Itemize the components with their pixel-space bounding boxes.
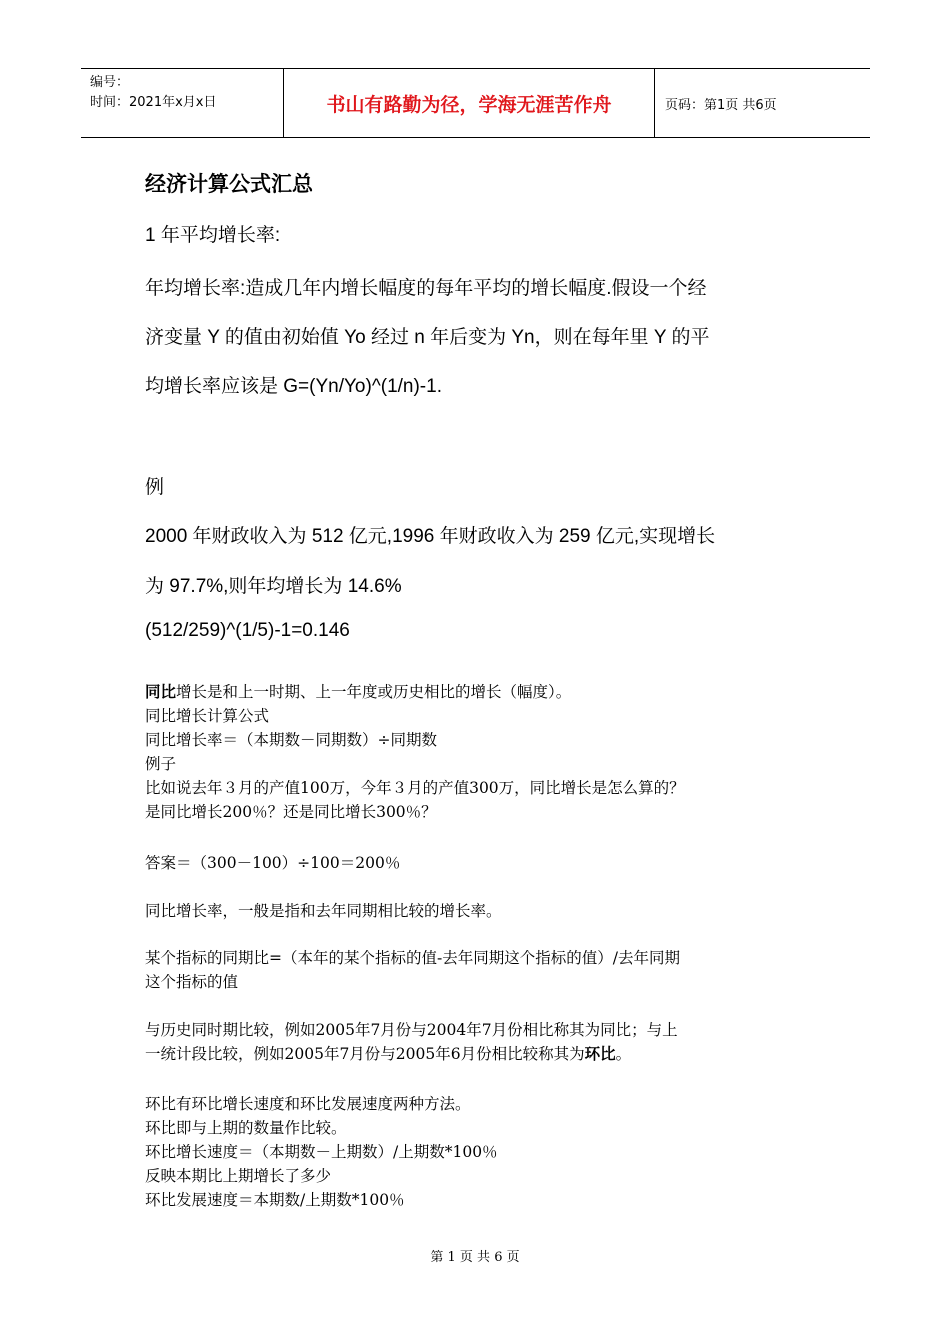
section-heading: 1 年平均增长率: (145, 225, 281, 246)
page-title: 经济计算公式汇总 (145, 172, 313, 196)
example-line: 2000 年财政收入为 512 亿元,1996 年财政收入为 259 亿元,实现增长 (145, 526, 716, 547)
yoy-definition: 同比增长是和上一时期、上一年度或历史相比的增长（幅度）。 (145, 683, 572, 701)
yoy-term: 同比 (145, 683, 177, 701)
code-label: 编号： (90, 75, 130, 90)
yoy-example-label: 例子 (145, 755, 177, 773)
paragraph-line: 年均增长率:造成几年内增长幅度的每年平均的增长幅度.假设一个经 (145, 278, 707, 299)
mom-section: 环比有环比增长速度和环比发展速度两种方法。 环比即与上期的数量作比较。 环比增长速度＝（本期数－上期数）/上期数*100％ 反映本期比上期增长了多少 环比发展速度＝本期数/上期数*100％ (145, 1092, 825, 1212)
mom-growth-formula: 环比增长速度＝（本期数－上期数）/上期数*100％ (145, 1143, 498, 1161)
yoy-question: 是同比增长200％？还是同比增长300％？ (145, 803, 437, 821)
yoy-answer: 答案＝（300－100）÷100＝200％ (145, 854, 401, 872)
header-motto: 书山有路勤为径，学海无涯苦作舟 (283, 69, 655, 137)
yoy-section (145, 680, 825, 824)
yoy-calc-title: 同比增长计算公式 (145, 707, 270, 725)
time-label: 时间：2021年x月x日 (90, 95, 217, 110)
header-meta (81, 69, 283, 137)
paragraph-line: 济变量 Y 的值由初始值 Yo 经过 n 年后变为 Yn，则在每年里 Y 的平 (145, 327, 710, 348)
yoy-rate-definition: 同比增长率，一般是指和去年同期相比较的增长率。 (145, 902, 502, 920)
header-page-label: 页码：第1页 共6页 (665, 97, 777, 113)
page-footer: 第 1 页 共 6 页 (430, 1250, 520, 1265)
comparison-paragraph: 与历史同时期比较，例如2005年7月份与2004年7月份相比称其为同比；与上 一统计段比较，例如2005年7月份与2005年6月份相比较称其为环比。 (145, 1021, 678, 1063)
mom-development-formula: 环比发展速度＝本期数/上期数*100％ (145, 1191, 405, 1209)
paragraph-line: 均增长率应该是 G=(Yn/Yo)^(1/n)-1. (145, 376, 442, 397)
example-line: 为 97.7%,则年均增长为 14.6% (145, 576, 402, 597)
mom-term: 环比 (584, 1045, 616, 1063)
example-formula: (512/259)^(1/5)-1=0.146 (145, 620, 350, 641)
yoy-question: 比如说去年３月的产值100万，今年３月的产值300万，同比增长是怎么算的？ (145, 779, 685, 797)
yoy-ratio: 某个指标的同期比=（本年的某个指标的值-去年同期这个指标的值）/去年同期 这个指标的值 (145, 949, 680, 991)
page-header (81, 68, 870, 138)
yoy-formula: 同比增长率＝（本期数－同期数）÷同期数 (145, 731, 437, 749)
example-label: 例 (145, 477, 165, 498)
